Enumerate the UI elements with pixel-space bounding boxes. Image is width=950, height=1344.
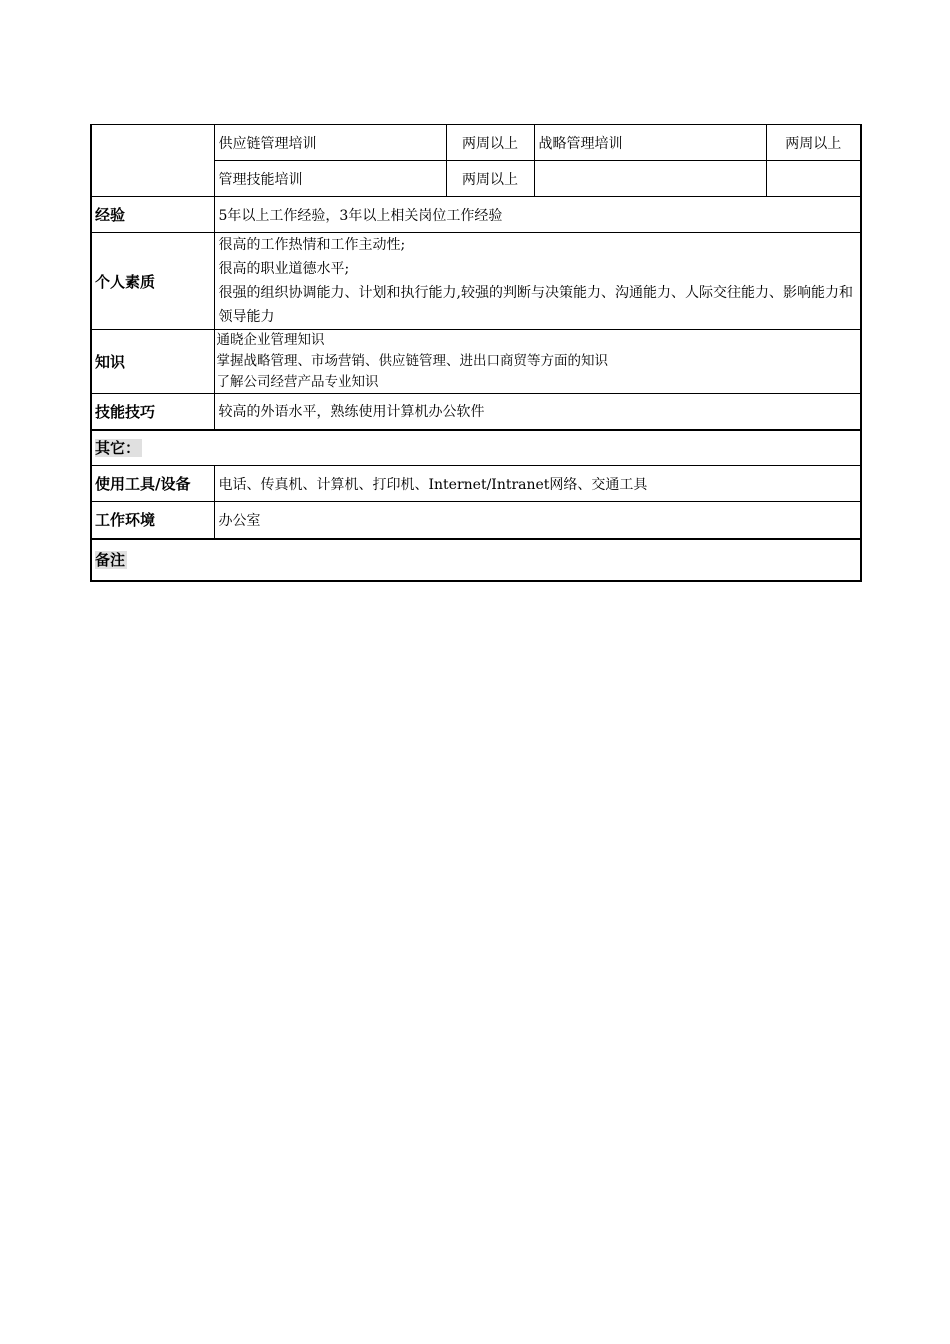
- other-cell: [91, 430, 861, 466]
- knowledge-row: [91, 330, 861, 394]
- tools-value: 电话、传真机、计算机、打印机、Internet/Intranet网络、交通工具: [214, 466, 861, 502]
- skills-row: [91, 394, 861, 430]
- tools-row: [91, 466, 861, 502]
- experience-row: [91, 197, 861, 233]
- training-duration-empty: [766, 161, 861, 197]
- qualities-label: 个人素质: [91, 233, 214, 330]
- knowledge-value: [214, 330, 861, 394]
- knowledge-line: 通晓企业管理知识: [216, 332, 325, 348]
- environment-value: 办公室: [214, 502, 861, 539]
- training-label-cell: [91, 125, 214, 197]
- remarks-cell: [91, 539, 861, 581]
- qualities-row: [91, 233, 861, 330]
- training-course: 供应链管理培训: [214, 125, 446, 161]
- training-duration: 两周以上: [446, 125, 534, 161]
- training-row-1: [91, 125, 861, 161]
- quality-line: 很高的工作热情和工作主动性;: [218, 237, 406, 253]
- environment-row: [91, 502, 861, 539]
- other-row: [91, 430, 861, 466]
- job-description-document: [90, 124, 860, 582]
- qualities-value: [214, 233, 861, 330]
- knowledge-line: 掌握战略管理、市场营销、供应链管理、进出口商贸等方面的知识: [216, 353, 608, 369]
- training-duration: 两周以上: [766, 125, 861, 161]
- tools-label: 使用工具/设备: [91, 466, 214, 502]
- experience-label: 经验: [91, 197, 214, 233]
- experience-value: 5年以上工作经验，3年以上相关岗位工作经验: [214, 197, 861, 233]
- knowledge-line: 了解公司经营产品专业知识: [216, 374, 379, 390]
- other-label: 其它：: [95, 439, 141, 458]
- remarks-label: 备注: [95, 551, 126, 569]
- remarks-row: [91, 539, 861, 581]
- quality-line: 很强的组织协调能力、计划和执行能力,较强的判断与决策能力、沟通能力、人际交往能力、影响能力和领导能力: [218, 285, 853, 325]
- environment-label: 工作环境: [91, 502, 214, 539]
- training-course: 战略管理培训: [534, 125, 766, 161]
- quality-line: 很高的职业道德水平;: [218, 261, 350, 277]
- skills-value: 较高的外语水平，熟练使用计算机办公软件: [214, 394, 861, 430]
- skills-label: 技能技巧: [91, 394, 214, 430]
- training-duration: 两周以上: [446, 161, 534, 197]
- job-requirements-table: [90, 124, 862, 582]
- training-course-empty: [534, 161, 766, 197]
- training-course: 管理技能培训: [214, 161, 446, 197]
- knowledge-label: 知识: [91, 330, 214, 394]
